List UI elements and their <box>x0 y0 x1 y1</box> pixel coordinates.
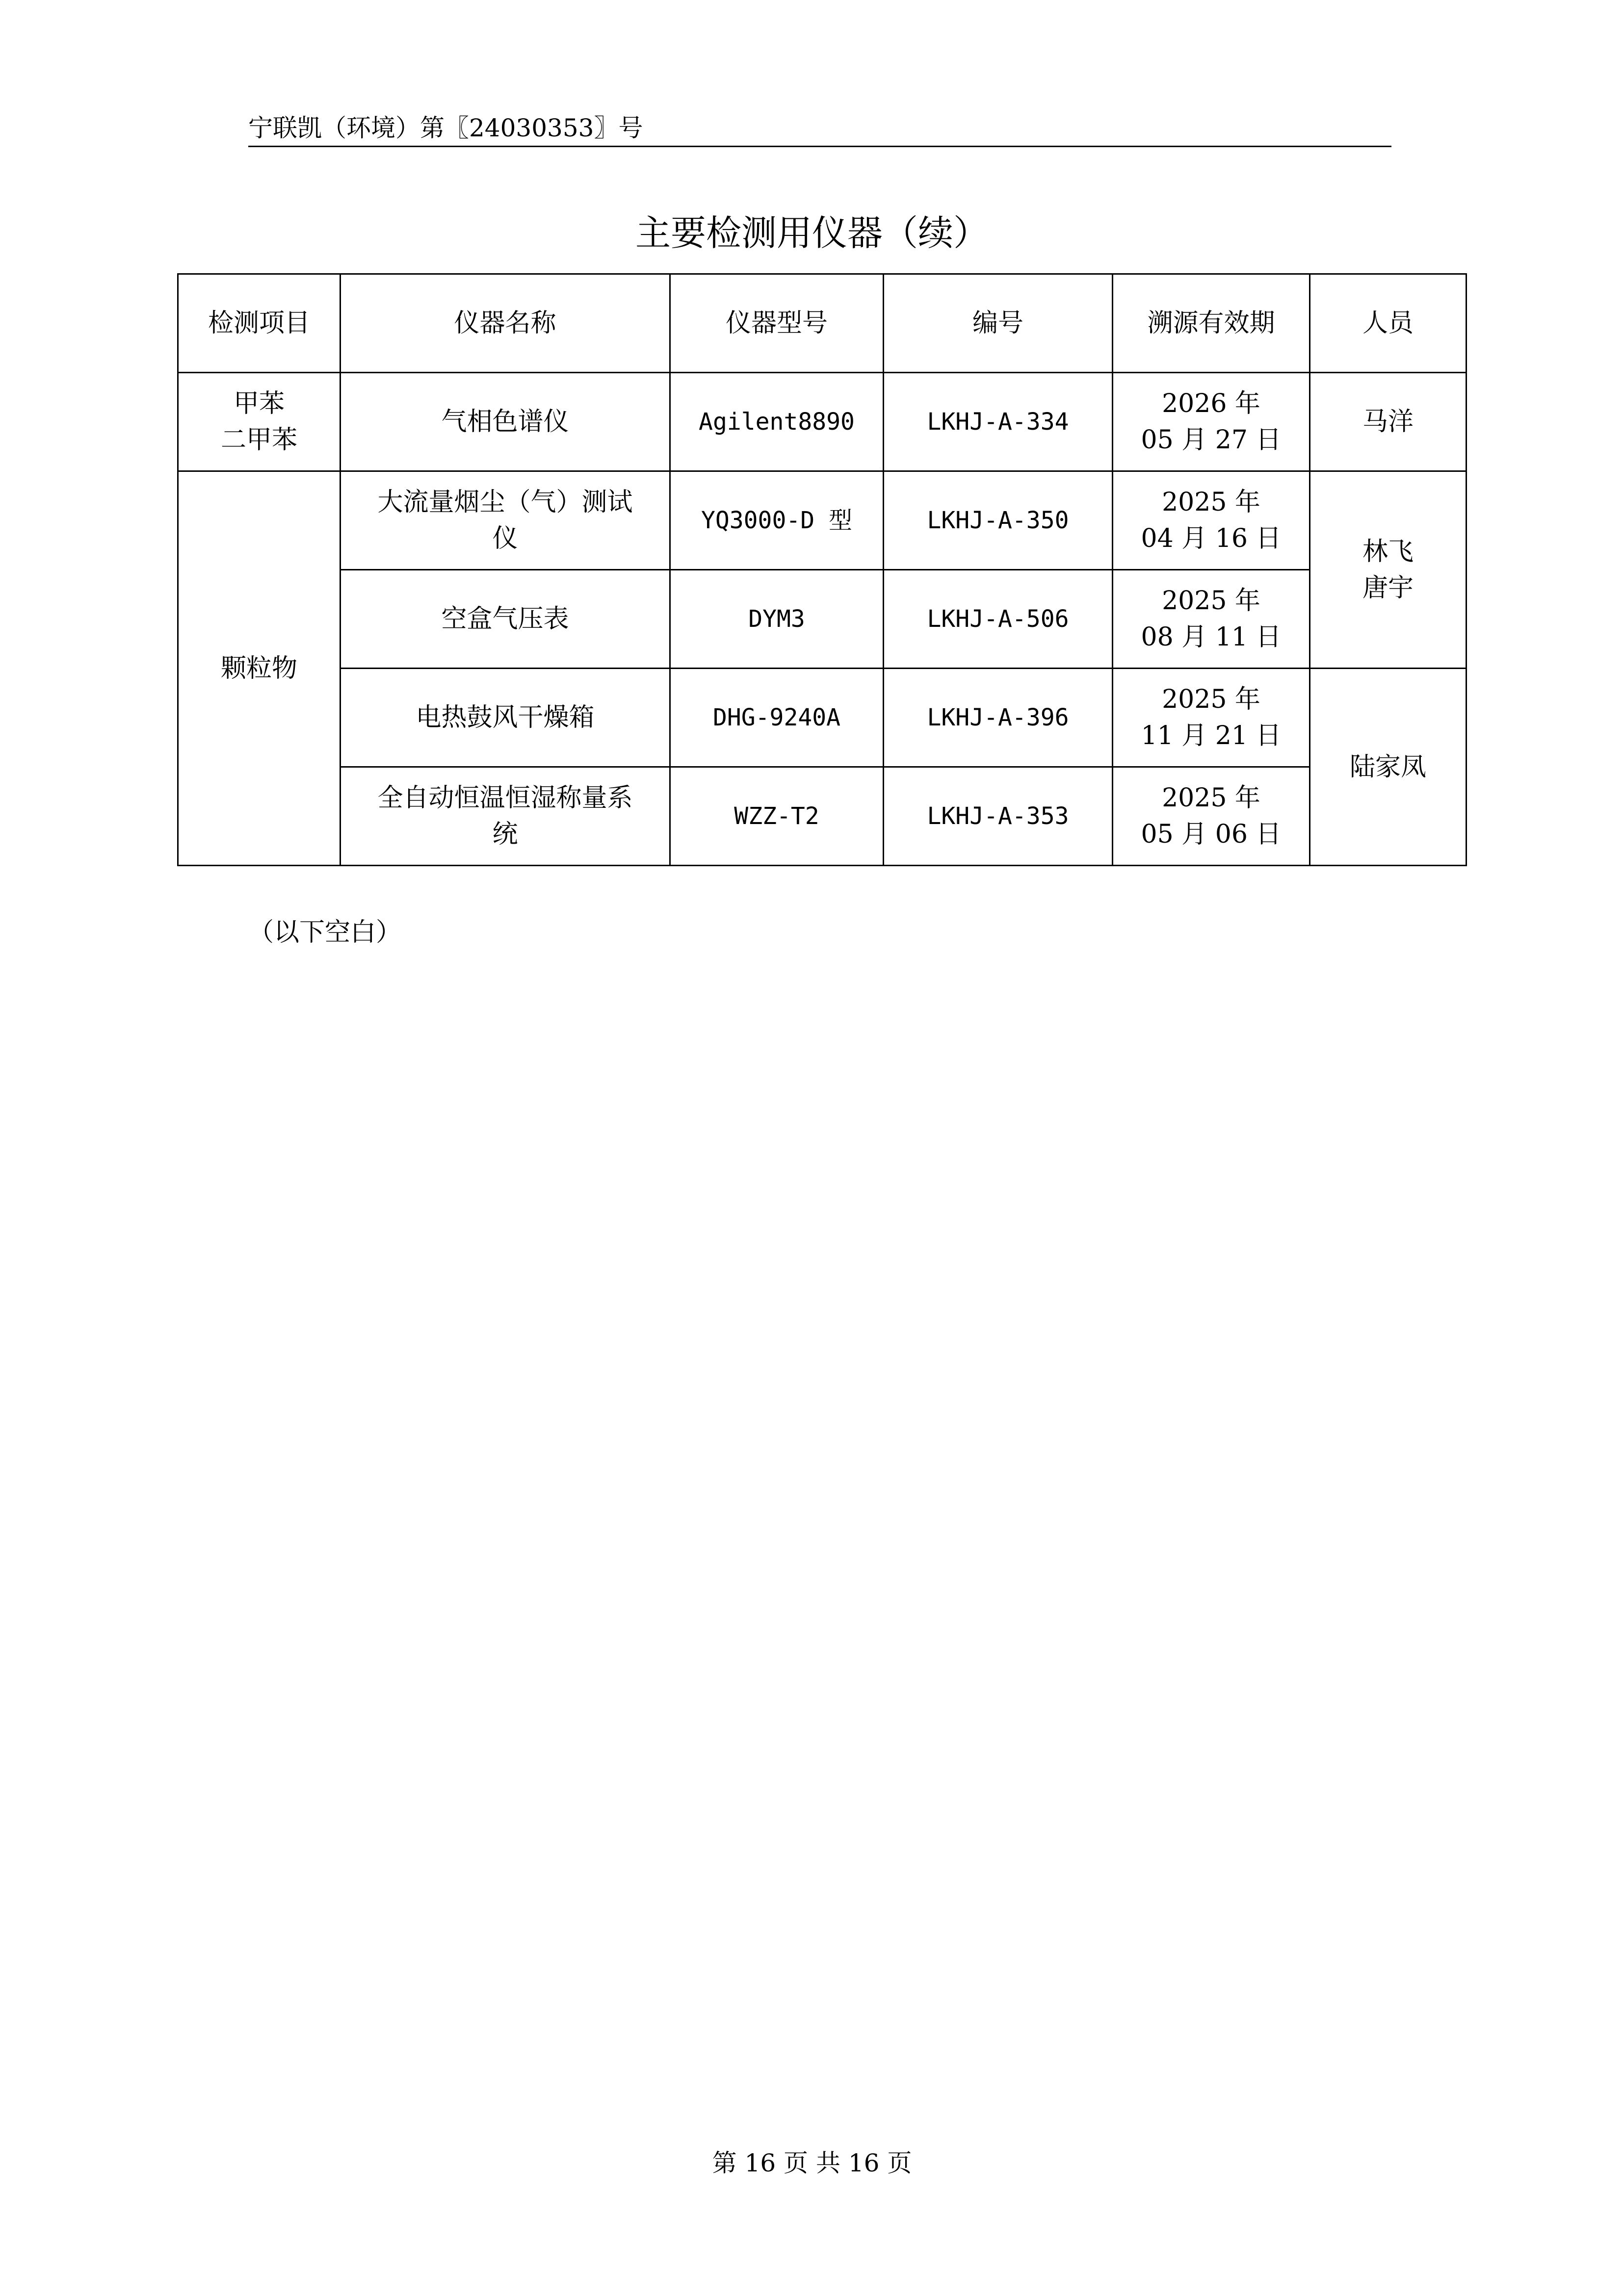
valid-year: 2025 年 <box>1162 488 1260 517</box>
valid-year: 2026 年 <box>1162 389 1260 418</box>
staff: 林飞 <box>1362 537 1414 567</box>
instrument-model: DYM3 <box>670 570 884 669</box>
blank-below-note: （以下空白） <box>248 918 402 947</box>
table-row <box>178 767 1467 866</box>
instrument-model: Agilent8890 <box>670 373 884 471</box>
test-item-cell <box>178 373 341 471</box>
column-header: 人员 <box>1310 274 1467 373</box>
valid-until-cell <box>1113 570 1310 669</box>
instrument-model: WZZ-T2 <box>670 767 884 866</box>
instrument-code: LKHJ-A-506 <box>884 570 1113 669</box>
valid-year: 2025 年 <box>1162 685 1260 714</box>
valid-date: 05 月 06 日 <box>1141 820 1282 849</box>
instrument-model: DHG-9240A <box>670 669 884 767</box>
page-header <box>248 112 1391 147</box>
table-row <box>178 471 1467 570</box>
instrument-name: 仪 <box>492 524 518 553</box>
instrument-name: 气相色谱仪 <box>341 373 670 471</box>
valid-until-cell <box>1113 767 1310 866</box>
instrument-code: LKHJ-A-334 <box>884 373 1113 471</box>
valid-year: 2025 年 <box>1162 783 1260 813</box>
staff: 陆家凤 <box>1310 669 1467 866</box>
test-item: 二甲苯 <box>220 425 297 455</box>
column-header: 编号 <box>884 274 1113 373</box>
instrument-code: LKHJ-A-396 <box>884 669 1113 767</box>
table-row <box>178 570 1467 669</box>
instrument-name: 空盒气压表 <box>341 570 670 669</box>
staff: 唐宇 <box>1362 573 1414 603</box>
instrument-table <box>177 273 1467 866</box>
instrument-name: 统 <box>492 820 518 849</box>
test-item: 颗粒物 <box>178 471 341 866</box>
instrument-name: 电热鼓风干燥箱 <box>341 669 670 767</box>
valid-date: 04 月 16 日 <box>1141 524 1282 553</box>
column-header: 仪器型号 <box>670 274 884 373</box>
instrument-code: LKHJ-A-353 <box>884 767 1113 866</box>
column-header: 仪器名称 <box>341 274 670 373</box>
column-header: 检测项目 <box>178 274 341 373</box>
instrument-model: YQ3000-D 型 <box>670 471 884 570</box>
staff: 马洋 <box>1310 373 1467 471</box>
instrument-code: LKHJ-A-350 <box>884 471 1113 570</box>
valid-year: 2025 年 <box>1162 586 1260 616</box>
staff-cell <box>1310 471 1467 669</box>
report-number: 宁联凯（环境）第〖24030353〗号 <box>248 114 643 142</box>
test-item: 甲苯 <box>233 389 285 418</box>
instrument-name-cell <box>341 471 670 570</box>
table-row <box>178 669 1467 767</box>
valid-until-cell <box>1113 471 1310 570</box>
valid-date: 08 月 11 日 <box>1141 622 1282 652</box>
table-row <box>178 373 1467 471</box>
valid-until-cell <box>1113 669 1310 767</box>
page-title: 主要检测用仪器（续） <box>635 212 989 254</box>
table-header-row <box>178 274 1467 373</box>
instrument-name: 大流量烟尘（气）测试 <box>377 488 633 517</box>
valid-date: 05 月 27 日 <box>1141 425 1282 455</box>
valid-until-cell <box>1113 373 1310 471</box>
page-footer: 第 16 页 共 16 页 <box>712 2149 912 2177</box>
column-header: 溯源有效期 <box>1113 274 1310 373</box>
valid-date: 11 月 21 日 <box>1141 721 1282 750</box>
instrument-name: 全自动恒温恒湿称量系 <box>377 783 633 813</box>
instrument-name-cell <box>341 767 670 866</box>
